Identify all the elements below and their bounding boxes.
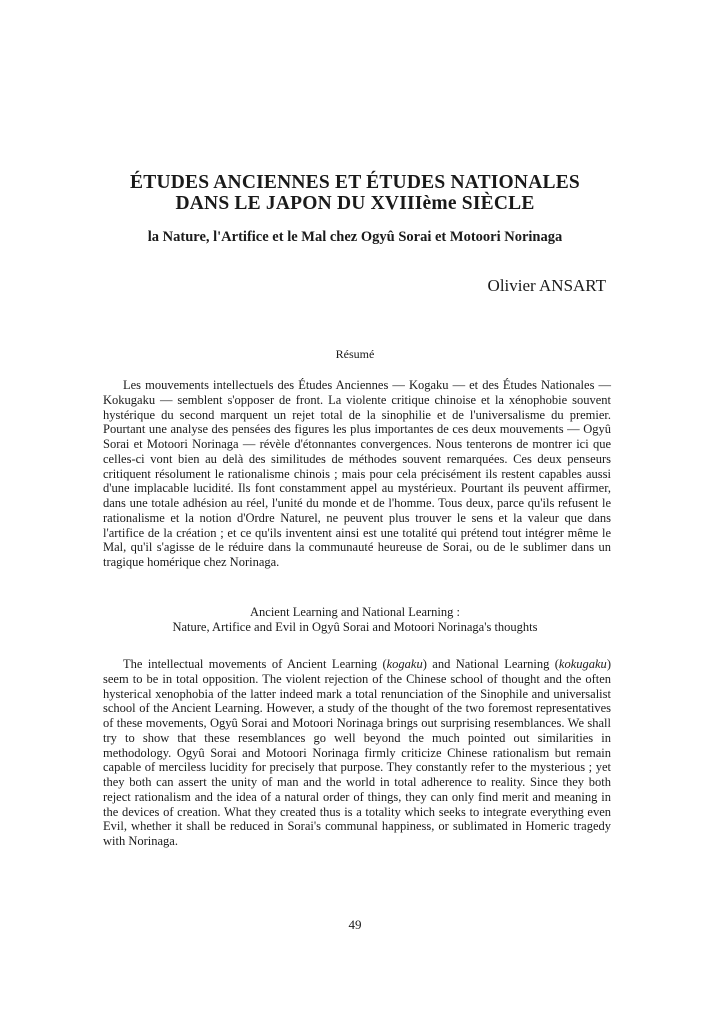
term-kogaku: kogaku [386,657,423,671]
article-subtitle: la Nature, l'Artifice et le Mal chez Ogyû Sorai et Motoori Norinaga [147,229,563,245]
abstract-text-part-1: The intellectual movements of Ancient Learning ( [123,657,387,671]
resume-paragraph: Les mouvements intellectuels des Études Anciennes — Kogaku — et des Études Nationales — Kokugaku — semblent s'opposer de front. La violente critique chinoise et la xénophobie souvent hystérique du second marquent un rejet total de la sinophilie et de l'universalisme du premier. Pourtant une analyse des pensées des figures les plus importantes de ces deux mouvements — Ogyû Sorai et Motoori Norinaga — révèle d'étonnantes convergences. Nous tenterons de montrer ici que celles-ci vont bien au delà des similitudes de méthodes souvent remarquées. Ces deux penseurs critiquent résolument le rationalisme chinois ; mais pour cela précisément ils restent capables aussi d'une implacable lucidité. Ils font constamment appel au mystérieux. Pourtant ils peuvent affirmer, dans une totale adhésion au réel, l'unité du monde et de l'homme. Tous deux, parce qu'ils refusent le rationalisme et la notion d'Ordre Naturel, ne peuvent plus trouver le sens et la valeur que dans l'artifice de la création ; et ce qu'ils inventent ainsi est une totalité qui prétend tout intégrer même le Mal, qu'il s'agisse de le réduire dans la communauté heureuse de Sorai, ou de le sublimer dans un tragique homérique chez Norinaga. [103,378,611,569]
english-heading-line-1: Ancient Learning and National Learning : [250,605,460,619]
title-line-2: DANS LE JAPON DU XVIIIème SIÈCLE [175,193,535,214]
resume-heading: Résumé [335,347,375,361]
title-line-1: ÉTUDES ANCIENNES ET ÉTUDES NATIONALES [130,172,580,193]
english-abstract-paragraph [103,657,611,849]
english-abstract-heading [0,605,710,635]
abstract-text-part-2: ) and National Learning ( [422,657,559,671]
abstract-text-part-3: ) seem to be in total opposition. The violent rejection of the Chinese school of thought and the often hysterical xenophobia of the latter indeed mark a total renunciation of the Sinophile and universalist school of the Ancient Learning. However, a study of the thought of the two foremost representatives of these movements, Ogyû Sorai and Motoori Norinaga brings out surprising resemblances. We shall try to show that these resemblances go well beyond the much pointed out similarities in methodology. Ogyû Sorai and Motoori Norinaga firmly criticize Chinese rationalism but remain capable of merciless lucidity for precisely that purpose. They constantly refer to the mysterious ; yet they both can assert the unity of man and the world in total adherence to reality. Since they both reject rationalism and the idea of a natural order of things, they can only find merit and meaning in the devices of creation. What they created thus is a totality which seeks to integrate everything even Evil, whether it shall be reduced in Sorai's communal happiness, or sublimated in Homeric tragedy with Norinaga. [103,657,611,848]
page-number: 49 [348,917,362,932]
author-name: Olivier ANSART [487,276,606,295]
english-heading-line-2: Nature, Artifice and Evil in Ogyû Sorai and Motoori Norinaga's thoughts [172,620,538,634]
article-title [60,172,650,214]
term-kokugaku: kokugaku [558,657,607,671]
